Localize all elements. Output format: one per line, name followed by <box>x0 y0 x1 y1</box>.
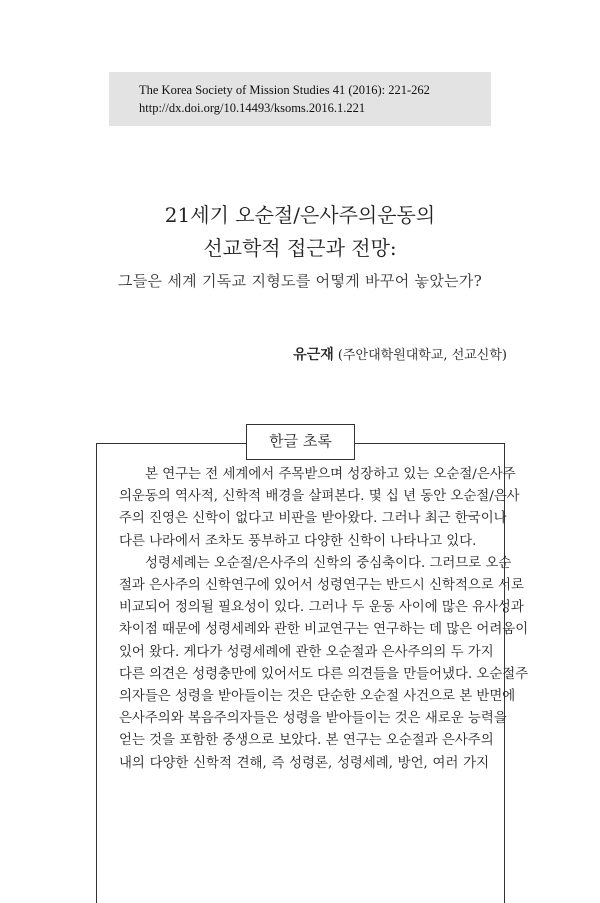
journal-citation: The Korea Society of Mission Studies 41 (2016): 221-262 <box>139 83 430 97</box>
abstract-line: 다른 의견은 성령충만에 있어서도 다른 의견들을 만들어냈다. 오순절주 <box>119 666 529 682</box>
article-title-line-2: 선교학적 접근과 전망: <box>203 236 397 260</box>
abstract-line: 의운동의 역사적, 신학적 배경을 살펴본다. 몇 십 년 동안 오순절/은사 <box>119 489 520 505</box>
article-title-line-1: 21세기 오순절/은사주의운동의 <box>164 203 436 227</box>
abstract-line: 은사주의와 복음주의자들은 성령을 받아들이는 것은 새로운 능력을 <box>119 711 507 727</box>
abstract-line: 다른 나라에서 조차도 풍부하고 다양한 신학이 나타나고 있다. <box>119 533 477 549</box>
journal-doi[interactable]: http://dx.doi.org/10.14493/ksoms.2016.1.221 <box>139 101 366 115</box>
abstract-body <box>119 464 529 775</box>
author-line <box>293 344 507 364</box>
abstract-line: 의자들은 성령을 받아들이는 것은 단순한 오순절 사건으로 본 반면에 <box>119 689 516 705</box>
abstract-line: 얻는 것을 포함한 중생으로 보았다. 본 연구는 오순절과 은사주의 <box>119 733 494 749</box>
abstract-line: 내의 다양한 신학적 견해, 즉 성령론, 성령세례, 방언, 여러 가지 <box>119 755 489 771</box>
abstract-line: 비교되어 정의될 필요성이 있다. 그러나 두 운동 사이에 많은 유사성과 <box>119 600 524 616</box>
abstract-line: 차이점 때문에 성령세례와 관한 비교연구는 연구하는 데 많은 어려움이 <box>119 622 529 638</box>
author-name: 유근재 <box>293 347 334 363</box>
abstract-line: 주의 진영은 신학이 없다고 비판을 받아왔다. 그러나 최근 한국이나 <box>119 511 507 527</box>
author-affiliation: (주안대학원대학교, 선교신학) <box>337 348 507 363</box>
abstract-label: 한글 초록 <box>246 424 355 460</box>
abstract-line: 성령세례는 오순절/은사주의 신학의 중심축이다. 그러므로 오순 <box>145 555 512 571</box>
abstract-line: 있어 왔다. 게다가 성령세례에 관한 오순절과 은사주의의 두 가지 <box>119 644 494 660</box>
abstract-paragraph-2 <box>119 553 529 775</box>
abstract-line: 본 연구는 전 세계에서 주목받으며 성장하고 있는 오순절/은사주 <box>145 467 516 482</box>
article-subtitle: 그들은 세계 기독교 지형도를 어떻게 바꾸어 놓았는가? <box>117 272 483 290</box>
journal-header <box>109 72 491 126</box>
abstract-paragraph-1 <box>119 464 520 553</box>
abstract-line: 절과 은사주의 신학연구에 있어서 성령연구는 반드시 신학적으로 서로 <box>119 578 524 594</box>
